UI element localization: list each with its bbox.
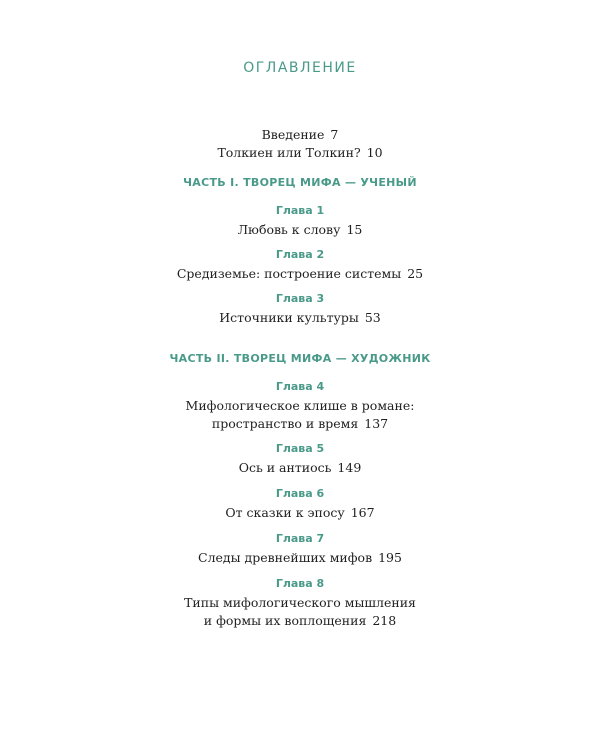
chapter-8[interactable] (0, 576, 600, 630)
chapter-page: 167 (350, 505, 375, 520)
chapter-page: 15 (346, 222, 363, 237)
toc-entry-intro[interactable] (0, 126, 600, 144)
chapter-label: Глава 6 (275, 487, 325, 500)
chapter-title-line-1: Типы мифологического мышления (184, 595, 416, 610)
chapter-page: 53 (364, 310, 381, 325)
part-2-title[interactable]: ЧАСТЬ II. ТВОРЕЦ МИФА — ХУДОЖНИК (169, 352, 431, 365)
chapter-page: 137 (364, 416, 389, 431)
toc-entry-tolkien[interactable] (0, 144, 600, 162)
part-1-title[interactable]: ЧАСТЬ I. ТВОРЕЦ МИФА — УЧЕНЫЙ (183, 176, 417, 189)
entry-title: Толкиен или Толкин? (217, 145, 361, 160)
chapter-page: 218 (372, 613, 397, 628)
toc-title: ОГЛАВЛЕНИЕ (243, 60, 357, 76)
chapter-label: Глава 3 (275, 292, 325, 305)
chapter-title: От сказки к эпосу (225, 505, 345, 520)
chapter-label: Глава 1 (275, 204, 325, 217)
chapter-label: Глава 2 (275, 248, 325, 261)
chapter-label: Глава 7 (275, 532, 325, 545)
chapter-6[interactable] (0, 486, 600, 522)
chapter-title-line-1: Мифологическое клише в романе: (185, 398, 415, 413)
chapter-2[interactable] (0, 247, 600, 283)
chapter-4[interactable] (0, 379, 600, 433)
chapter-1[interactable] (0, 203, 600, 239)
chapter-title: Следы древнейших мифов (198, 550, 373, 565)
chapter-title: Средиземье: построение системы (176, 266, 402, 281)
entry-page: 7 (330, 127, 339, 142)
entry-page: 10 (366, 145, 383, 160)
chapter-title: Любовь к слову (237, 222, 341, 237)
chapter-title-line-2: и формы их воплощения (203, 613, 367, 628)
chapter-page: 195 (378, 550, 402, 565)
chapter-label: Глава 4 (275, 380, 325, 393)
intro-block (0, 126, 600, 162)
chapter-page: 25 (407, 266, 424, 281)
chapter-title-line-2: пространство и время (211, 416, 359, 431)
chapter-label: Глава 8 (275, 577, 325, 590)
chapter-title: Ось и антиось (238, 460, 332, 475)
chapter-7[interactable] (0, 531, 600, 567)
chapter-label: Глава 5 (275, 442, 325, 455)
chapter-title: Источники культуры (219, 310, 359, 325)
chapter-3[interactable] (0, 291, 600, 327)
chapter-page: 149 (337, 460, 362, 475)
chapter-5[interactable] (0, 441, 600, 477)
entry-title: Введение (261, 127, 325, 142)
